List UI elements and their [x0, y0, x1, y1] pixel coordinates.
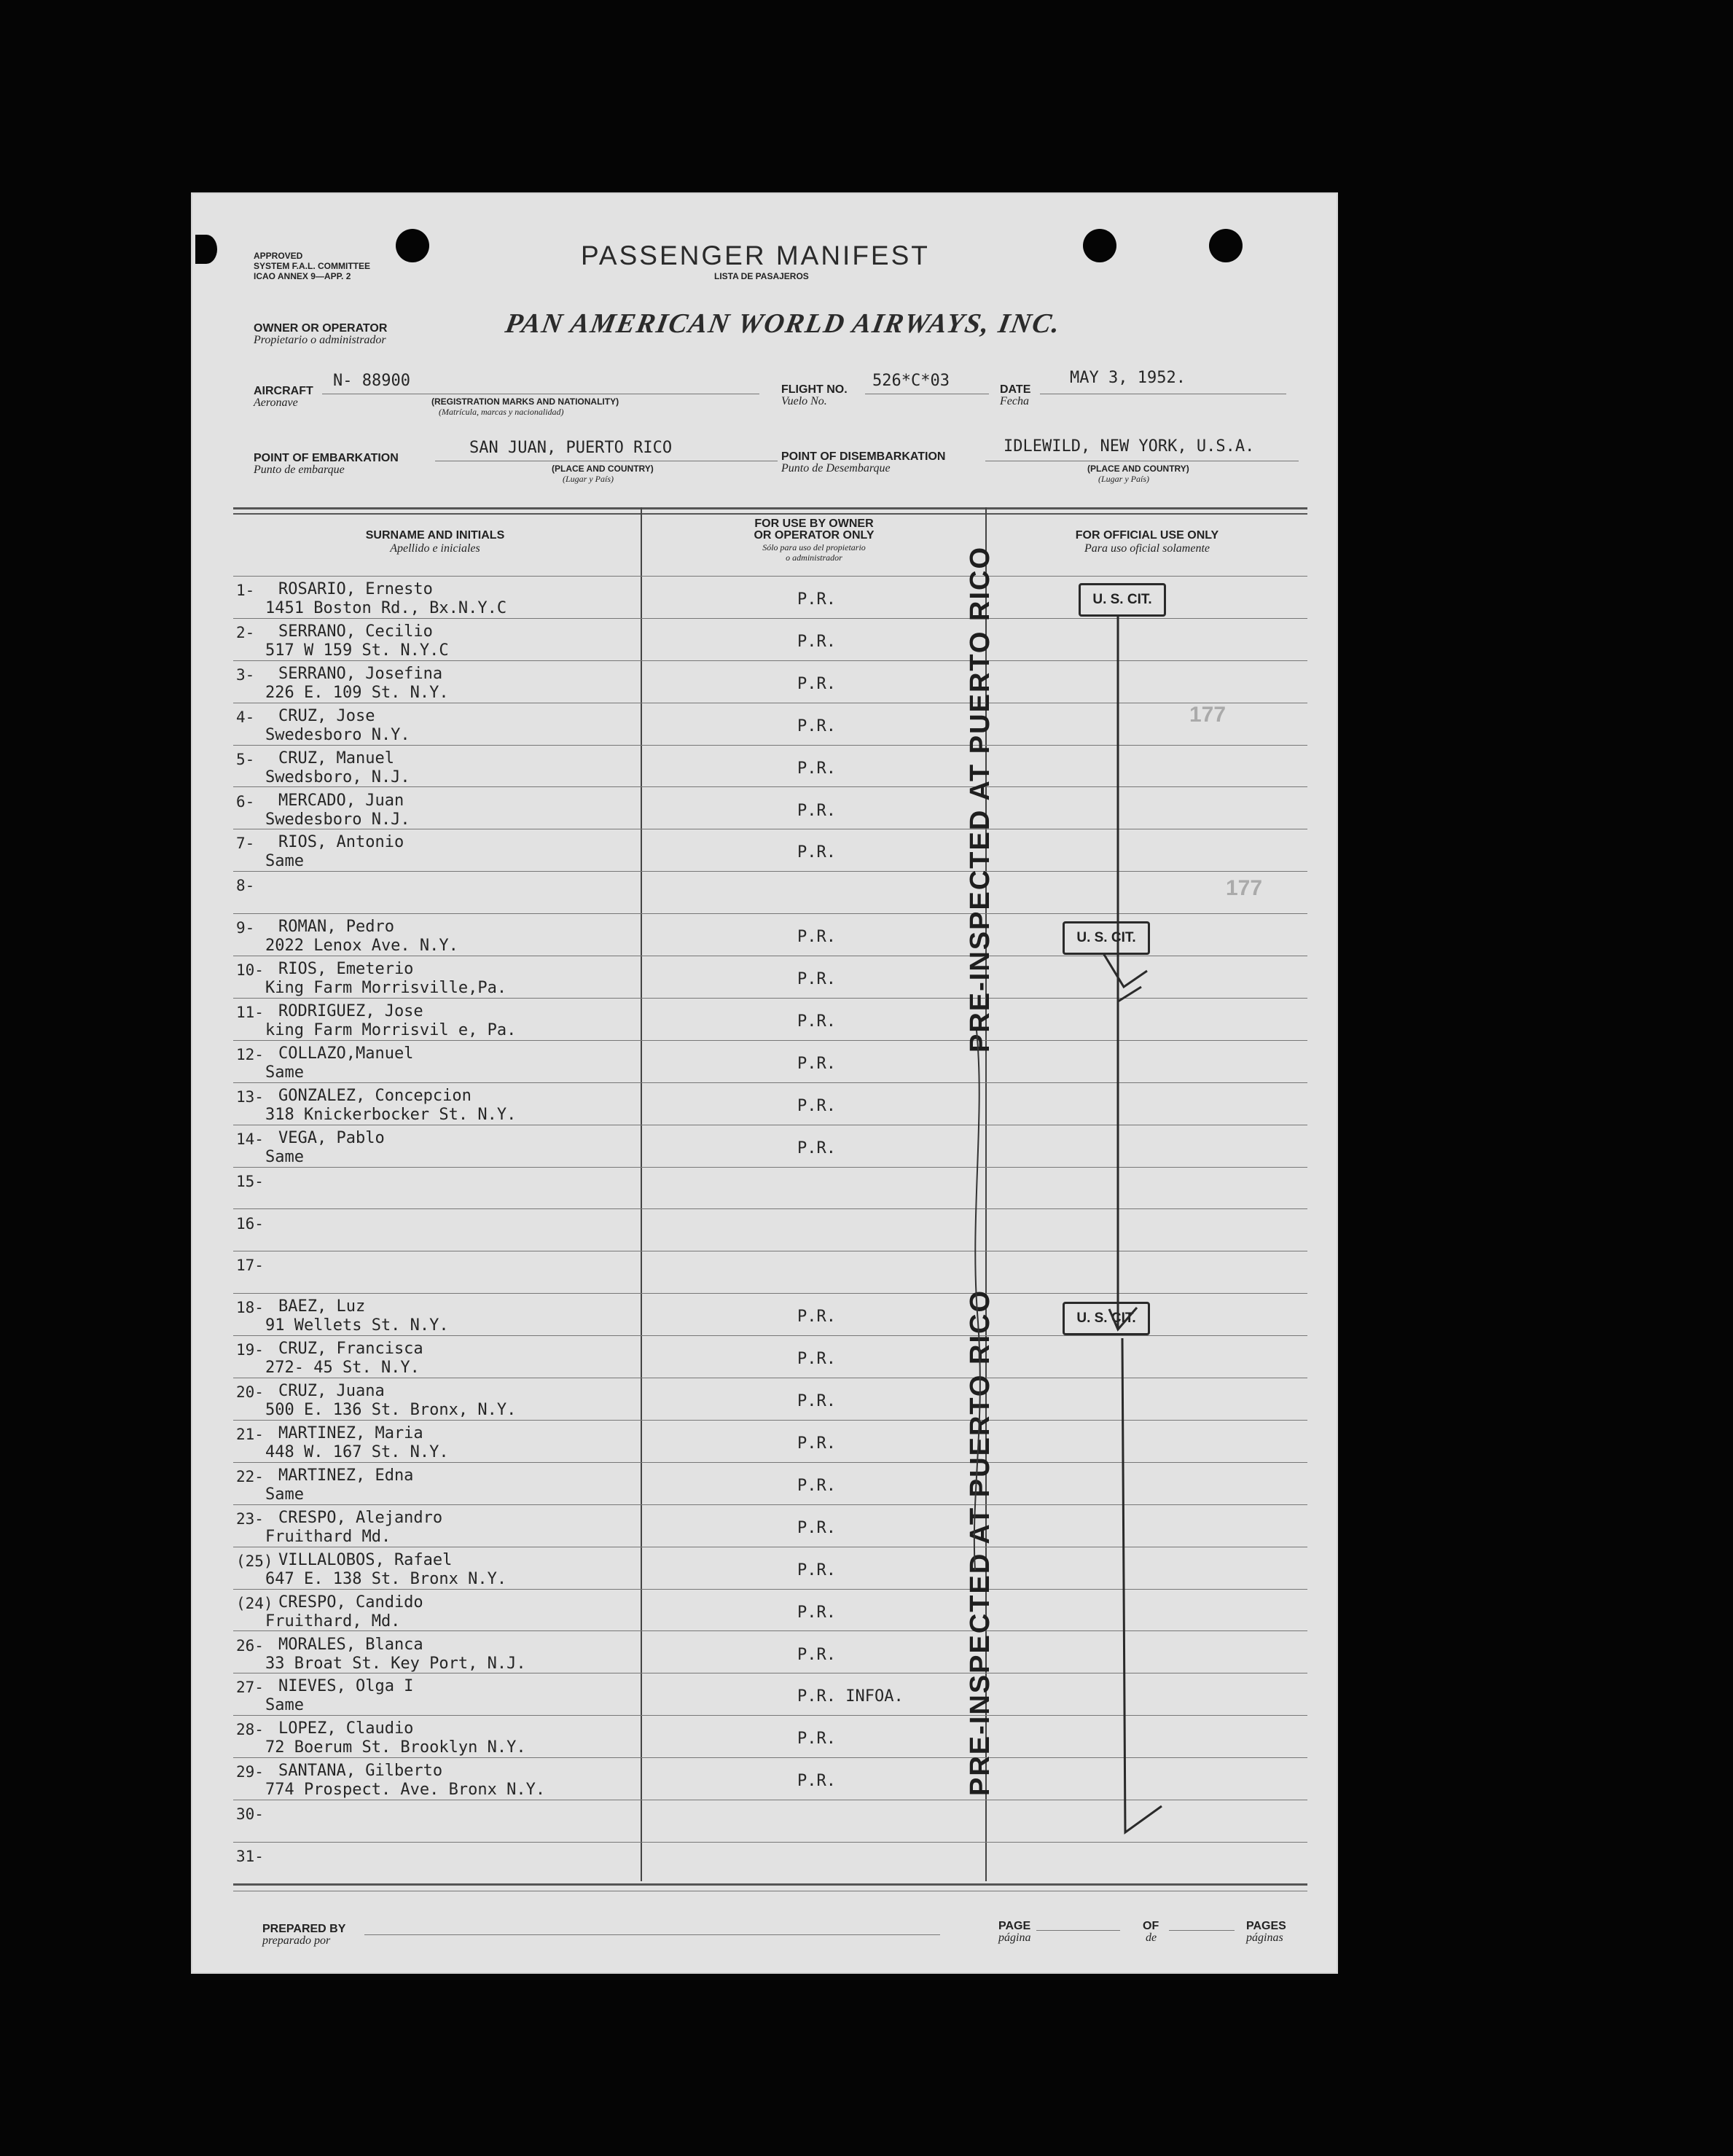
operator-name: PAN AMERICAN WORLD AIRWAYS, INC.: [503, 308, 1064, 339]
date-label: DATE: [1000, 383, 1031, 396]
owner-use-mark: P.R.: [797, 590, 836, 609]
passenger-address: 91 Wellets St. N.Y.: [265, 1316, 449, 1335]
page-label-es: página: [998, 1932, 1031, 1944]
passenger-name: MORALES, Blanca: [278, 1635, 423, 1654]
passenger-address: Swedsboro, N.J.: [265, 768, 410, 786]
column-header-official: FOR OFFICIAL USE ONLY: [1075, 529, 1219, 542]
passenger-address: 33 Broat St. Key Port, N.J.: [265, 1654, 526, 1673]
passenger-address: 448 W. 167 St. N.Y.: [265, 1443, 449, 1461]
passenger-name: ROSARIO, Ernesto: [278, 580, 433, 598]
owner-use-mark: P.R.: [797, 1476, 836, 1495]
punch-hole: [1083, 229, 1116, 262]
flight-no-value: 526*C*03: [872, 372, 950, 390]
owner-use-mark: P.R.: [797, 1054, 836, 1073]
passenger-address: Same: [265, 852, 304, 871]
owner-use-mark: P.R.: [797, 1096, 836, 1115]
row-number: 20-: [236, 1383, 264, 1402]
row-number: 3-: [236, 665, 255, 684]
row-number: 5-: [236, 750, 255, 768]
embark-label: POINT OF EMBARKATION: [254, 452, 399, 464]
row-number: 23-: [236, 1509, 264, 1528]
owner-use-mark: P.R.: [797, 759, 836, 778]
passenger-address: 774 Prospect. Ave. Bronx N.Y.: [265, 1781, 546, 1800]
passenger-name: MARTINEZ, Maria: [278, 1424, 423, 1442]
passenger-address: 72 Boerum St. Brooklyn N.Y.: [265, 1738, 526, 1757]
row-number: 17-: [236, 1257, 264, 1275]
owner-use-mark: P.R.: [797, 970, 836, 989]
passenger-name: RIOS, Antonio: [278, 833, 404, 852]
passenger-name: CRESPO, Candido: [278, 1593, 423, 1612]
owner-use-mark: P.R.: [797, 1012, 836, 1031]
column-header-surname-es: Apellido e iniciales: [390, 542, 480, 555]
passenger-name: RODRIGUEZ, Jose: [278, 1002, 423, 1020]
disembark-label-es: Punto de Desembarque: [781, 462, 891, 474]
passenger-name: LOPEZ, Claudio: [278, 1719, 414, 1738]
us-cit-stamp: U. S. CIT.: [1063, 1302, 1150, 1335]
passenger-address: 1451 Boston Rd., Bx.N.Y.C: [265, 599, 507, 617]
page-label: PAGE: [998, 1920, 1031, 1932]
row-number: 8-: [236, 877, 255, 895]
place-note: (PLACE AND COUNTRY): [552, 464, 654, 474]
aircraft-label-es: Aeronave: [254, 397, 298, 409]
pencil-count: 177: [1189, 703, 1227, 727]
row-number: 7-: [236, 835, 255, 853]
row-number: 22-: [236, 1467, 264, 1485]
pages-label: PAGES: [1246, 1920, 1286, 1932]
row-number: 6-: [236, 792, 255, 811]
row-number: 11-: [236, 1004, 264, 1021]
stamp-pen-line: [963, 1031, 993, 1570]
row-number: 19-: [236, 1341, 264, 1359]
row-number: 16-: [236, 1214, 264, 1233]
owner-use-mark: P.R.: [797, 1350, 836, 1369]
passenger-address: 500 E. 136 St. Bronx, N.Y.: [265, 1401, 517, 1420]
date-label-es: Fecha: [1000, 395, 1029, 407]
column-header-owner-es: o administrador: [786, 552, 842, 563]
row-number: 18-: [236, 1299, 264, 1317]
row-number: 1-: [236, 582, 255, 599]
passenger-name: SERRANO, Josefina: [278, 664, 443, 683]
passenger-name: SANTANA, Gilberto: [278, 1762, 443, 1781]
aircraft-note: (REGISTRATION MARKS AND NATIONALITY): [431, 397, 619, 407]
passenger-address: 517 W 159 St. N.Y.C: [265, 641, 449, 660]
passenger-address: Same: [265, 1147, 304, 1166]
operator-label-es: Propietario o administrador: [254, 334, 386, 346]
row-number: 27-: [236, 1679, 264, 1697]
passenger-address: Same: [265, 1696, 304, 1715]
passenger-address: Fruithard, Md.: [265, 1612, 401, 1630]
passenger-address: King Farm Morrisville,Pa.: [265, 979, 507, 998]
prepared-by-label: PREPARED BY: [262, 1923, 346, 1935]
date-value: MAY 3, 1952.: [1070, 369, 1186, 387]
passenger-name: CRUZ, Manuel: [278, 749, 394, 768]
row-number: (24): [236, 1594, 273, 1612]
approval-line: ICAO ANNEX 9—APP. 2: [254, 271, 351, 281]
passenger-name: ROMAN, Pedro: [278, 918, 394, 937]
passenger-address: Swedesboro N.Y.: [265, 725, 410, 744]
owner-use-mark: P.R.: [797, 843, 836, 862]
manifest-sheet: [191, 192, 1338, 1974]
passenger-address: Same: [265, 1063, 304, 1082]
row-number: 13-: [236, 1087, 264, 1106]
place-note-es: (Lugar y País): [563, 474, 614, 484]
column-header-owner-es: Sólo para uso del propietario: [762, 542, 866, 552]
owner-use-mark: P.R.: [797, 1138, 836, 1157]
us-cit-stamp: U. S. CIT.: [1079, 583, 1166, 617]
embark-value: SAN JUAN, PUERTO RICO: [469, 439, 673, 457]
owner-use-mark: P.R.: [797, 1434, 836, 1453]
row-number: 29-: [236, 1763, 264, 1781]
owner-use-mark: P.R.: [797, 1392, 836, 1411]
row-number: 15-: [236, 1172, 264, 1190]
owner-use-mark: P.R.: [797, 1561, 836, 1579]
passenger-name: VILLALOBOS, Rafael: [278, 1550, 453, 1569]
column-header-owner: OR OPERATOR ONLY: [754, 529, 875, 542]
row-number: 14-: [236, 1130, 264, 1148]
owner-use-mark: P.R.: [797, 928, 836, 947]
punch-hole: [195, 235, 217, 264]
pencil-count: 177: [1226, 876, 1263, 900]
of-label: OF: [1143, 1920, 1159, 1932]
passenger-name: SERRANO, Cecilio: [278, 622, 433, 641]
preinspected-stamp: PRE-INSPECTED AT PUERTO RICO: [965, 1289, 995, 1796]
flight-no-label-es: Vuelo No.: [781, 395, 827, 407]
place-note: (PLACE AND COUNTRY): [1087, 464, 1189, 474]
preinspected-stamp: PRE-INSPECTED AT PUERTO RICO: [965, 545, 995, 1052]
owner-use-mark: P.R.: [797, 674, 836, 693]
passenger-name: GONZALEZ, Concepcion: [278, 1086, 472, 1105]
column-header-official-es: Para uso oficial solamente: [1084, 542, 1210, 555]
embark-label-es: Punto de embarque: [254, 464, 345, 476]
place-note-es: (Lugar y País): [1098, 474, 1149, 484]
punch-hole: [396, 229, 429, 262]
owner-use-mark: P.R.: [797, 1645, 836, 1664]
passenger-name: CRUZ, Jose: [278, 706, 375, 725]
row-number: 31-: [236, 1848, 264, 1865]
owner-use-mark: P.R.: [797, 716, 836, 735]
operator-label: OWNER OR OPERATOR: [254, 322, 388, 335]
passenger-name: CRUZ, Juana: [278, 1382, 385, 1401]
owner-use-mark: P.R.: [797, 632, 836, 651]
aircraft-value: N- 88900: [333, 372, 410, 390]
row-number: 4-: [236, 708, 255, 726]
passenger-name: NIEVES, Olga I: [278, 1677, 414, 1696]
passenger-name: BAEZ, Luz: [278, 1297, 366, 1316]
row-number: 9-: [236, 919, 255, 937]
passenger-address: 2022 Lenox Ave. N.Y.: [265, 937, 458, 956]
of-label-es: de: [1146, 1932, 1157, 1944]
passenger-address: Same: [265, 1485, 304, 1504]
aircraft-label: AIRCRAFT: [254, 385, 313, 397]
owner-use-mark: P.R.: [797, 1603, 836, 1622]
disembark-value: IDLEWILD, NEW YORK, U.S.A.: [1004, 437, 1255, 456]
row-number: (25): [236, 1552, 273, 1570]
passenger-address: 647 E. 138 St. Bronx N.Y.: [265, 1569, 507, 1588]
owner-use-mark: P.R.: [797, 1518, 836, 1537]
passenger-address: 272- 45 St. N.Y.: [265, 1359, 420, 1378]
row-number: 28-: [236, 1721, 264, 1739]
disembark-label: POINT OF DISEMBARKATION: [781, 450, 946, 463]
row-number: 10-: [236, 961, 264, 980]
flight-no-label: FLIGHT NO.: [781, 383, 848, 396]
row-number: 26-: [236, 1636, 264, 1655]
row-number: 2-: [236, 623, 255, 641]
punch-hole: [1209, 229, 1243, 262]
passenger-name: CRESPO, Alejandro: [278, 1508, 443, 1527]
passenger-name: COLLAZO,Manuel: [278, 1044, 414, 1063]
official-check-marks: [993, 571, 1211, 1854]
passenger-name: CRUZ, Francisca: [278, 1340, 423, 1359]
passenger-name: RIOS, Emeterio: [278, 960, 414, 979]
passenger-name: VEGA, Pablo: [278, 1128, 385, 1147]
page-title: PASSENGER MANIFEST: [581, 241, 930, 270]
passenger-name: MARTINEZ, Edna: [278, 1466, 414, 1485]
passenger-address: king Farm Morrisvil e, Pa.: [265, 1021, 517, 1039]
row-number: 30-: [236, 1805, 264, 1824]
approval-line: APPROVED: [254, 251, 303, 261]
us-cit-stamp: U. S. CIT.: [1063, 921, 1150, 955]
row-number: 12-: [236, 1045, 264, 1063]
passenger-address: Fruithard Md.: [265, 1527, 391, 1546]
owner-use-mark: P.R. INFOA.: [797, 1687, 904, 1706]
owner-use-mark: P.R.: [797, 1772, 836, 1791]
prepared-by-label-es: preparado por: [262, 1934, 331, 1947]
passenger-address: Swedesboro N.J.: [265, 810, 410, 829]
passenger-name: MERCADO, Juan: [278, 791, 404, 810]
passenger-address: 226 E. 109 St. N.Y.: [265, 683, 449, 702]
owner-use-mark: P.R.: [797, 1730, 836, 1749]
pages-label-es: páginas: [1246, 1932, 1283, 1944]
page-subtitle: LISTA DE PASAJEROS: [714, 271, 809, 281]
owner-use-mark: P.R.: [797, 1308, 836, 1327]
row-number: 21-: [236, 1426, 264, 1443]
aircraft-note-es: (Matrícula, marcas y nacionalidad): [439, 407, 564, 417]
approval-line: SYSTEM F.A.L. COMMITTEE: [254, 261, 371, 271]
column-header-surname: SURNAME AND INITIALS: [365, 529, 505, 542]
passenger-address: 318 Knickerbocker St. N.Y.: [265, 1105, 517, 1124]
owner-use-mark: P.R.: [797, 801, 836, 820]
column-header-owner: FOR USE BY OWNER: [754, 517, 874, 530]
